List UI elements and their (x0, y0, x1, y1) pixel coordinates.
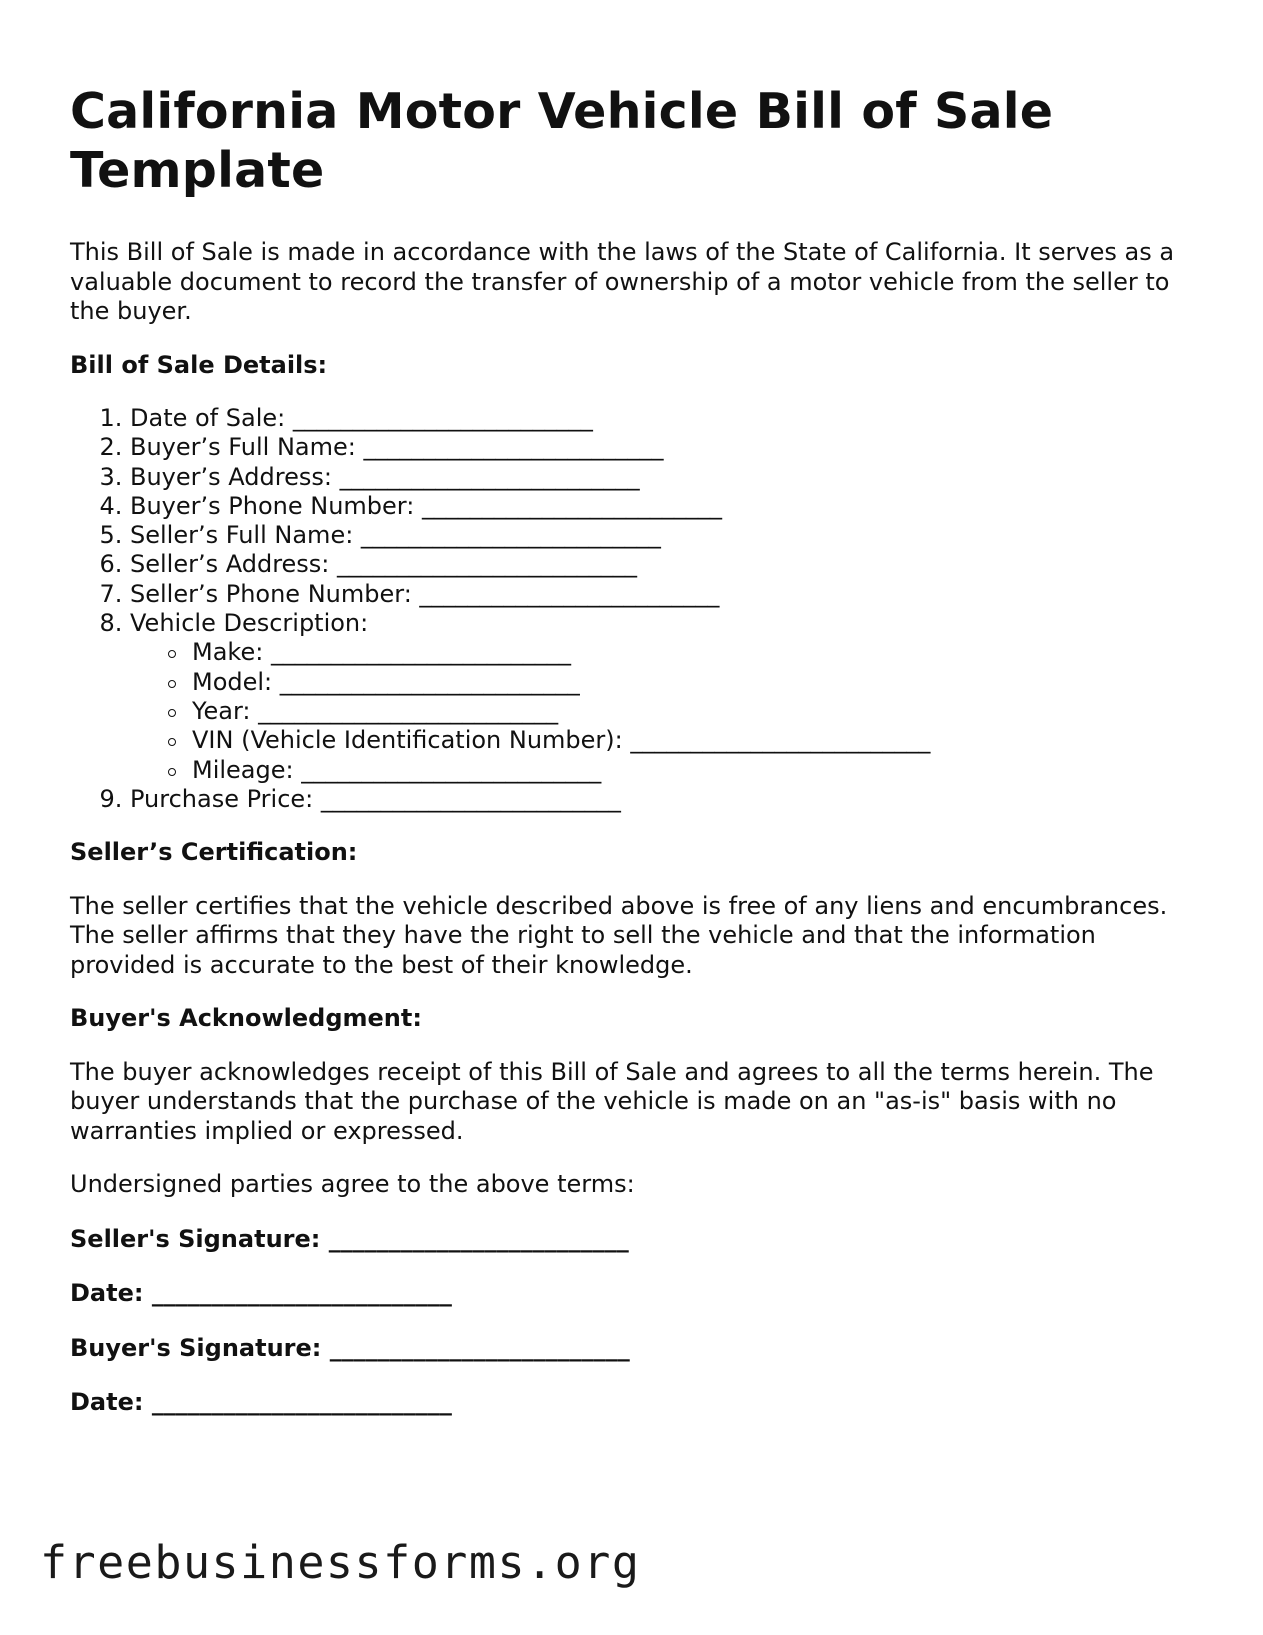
agreement-text: Undersigned parties agree to the above terms: (70, 1170, 635, 1199)
vehicle-fields-list (130, 638, 1200, 784)
list-item-buyer-name: 2. Buyer’s Full Name: _________________________ (130, 433, 1200, 462)
list-item-buyer-phone: 4. Buyer’s Phone Number: _________________________ (130, 492, 1200, 521)
list-item-model: Model: _________________________ (192, 668, 1200, 697)
seller-signature-line: Seller's Signature: _________________________ (70, 1224, 629, 1253)
seller-date-line: Date: _________________________ (70, 1279, 452, 1308)
list-item-purchase-price: 9. Purchase Price: _________________________ (130, 785, 1200, 814)
seller-cert-heading: Seller’s Certification: (70, 838, 358, 867)
intro-paragraph: This Bill of Sale is made in accordance with the laws of the State of California. It serves as a valuable document to record the transfer of ownership of a motor vehicle from the seller to the buyer. (70, 238, 1175, 325)
list-item-year: Year: _________________________ (192, 697, 1200, 726)
list-item-mileage: Mileage: _________________________ (192, 756, 1200, 785)
list-item-buyer-address: 3. Buyer’s Address: _________________________ (130, 463, 1200, 492)
list-item-seller-phone: 7. Seller’s Phone Number: _________________________ (130, 580, 1200, 609)
document-title: California Motor Vehicle Bill of Sale Template (70, 83, 1054, 199)
list-item-date-of-sale: 1. Date of Sale: _________________________ (130, 404, 1200, 433)
buyer-date-line: Date: _________________________ (70, 1388, 452, 1417)
watermark: freebusinessforms.org (40, 1536, 641, 1589)
list-item-make: Make: _________________________ (192, 638, 1200, 667)
details-list (70, 404, 1200, 814)
buyer-signature-line: Buyer's Signature: _________________________ (70, 1333, 630, 1362)
list-item-seller-name: 5. Seller’s Full Name: _________________________ (130, 521, 1200, 550)
buyer-ack-heading: Buyer's Acknowledgment: (70, 1004, 422, 1033)
list-item-vehicle-description (130, 609, 1200, 785)
list-item-vin: VIN (Vehicle Identification Number): _________________________ (192, 726, 1200, 755)
vehicle-description-label: Vehicle Description: (130, 609, 369, 638)
list-item-seller-address: 6. Seller’s Address: _________________________ (130, 550, 1200, 579)
buyer-ack-paragraph: The buyer acknowledges receipt of this Bill of Sale and agrees to all the terms herein. The buyer understands that the purchase of the vehicle is made on an "as-is" basis with no warranties implied or expressed. (70, 1057, 1154, 1145)
details-heading: Bill of Sale Details: (70, 350, 328, 379)
seller-cert-paragraph: The seller certifies that the vehicle described above is free of any liens and encumbrances. The seller affirms that they have the right to sell the vehicle and that the information provided is accurate to the best of their knowledge. (70, 891, 1168, 979)
document-page (70, 82, 1200, 1418)
